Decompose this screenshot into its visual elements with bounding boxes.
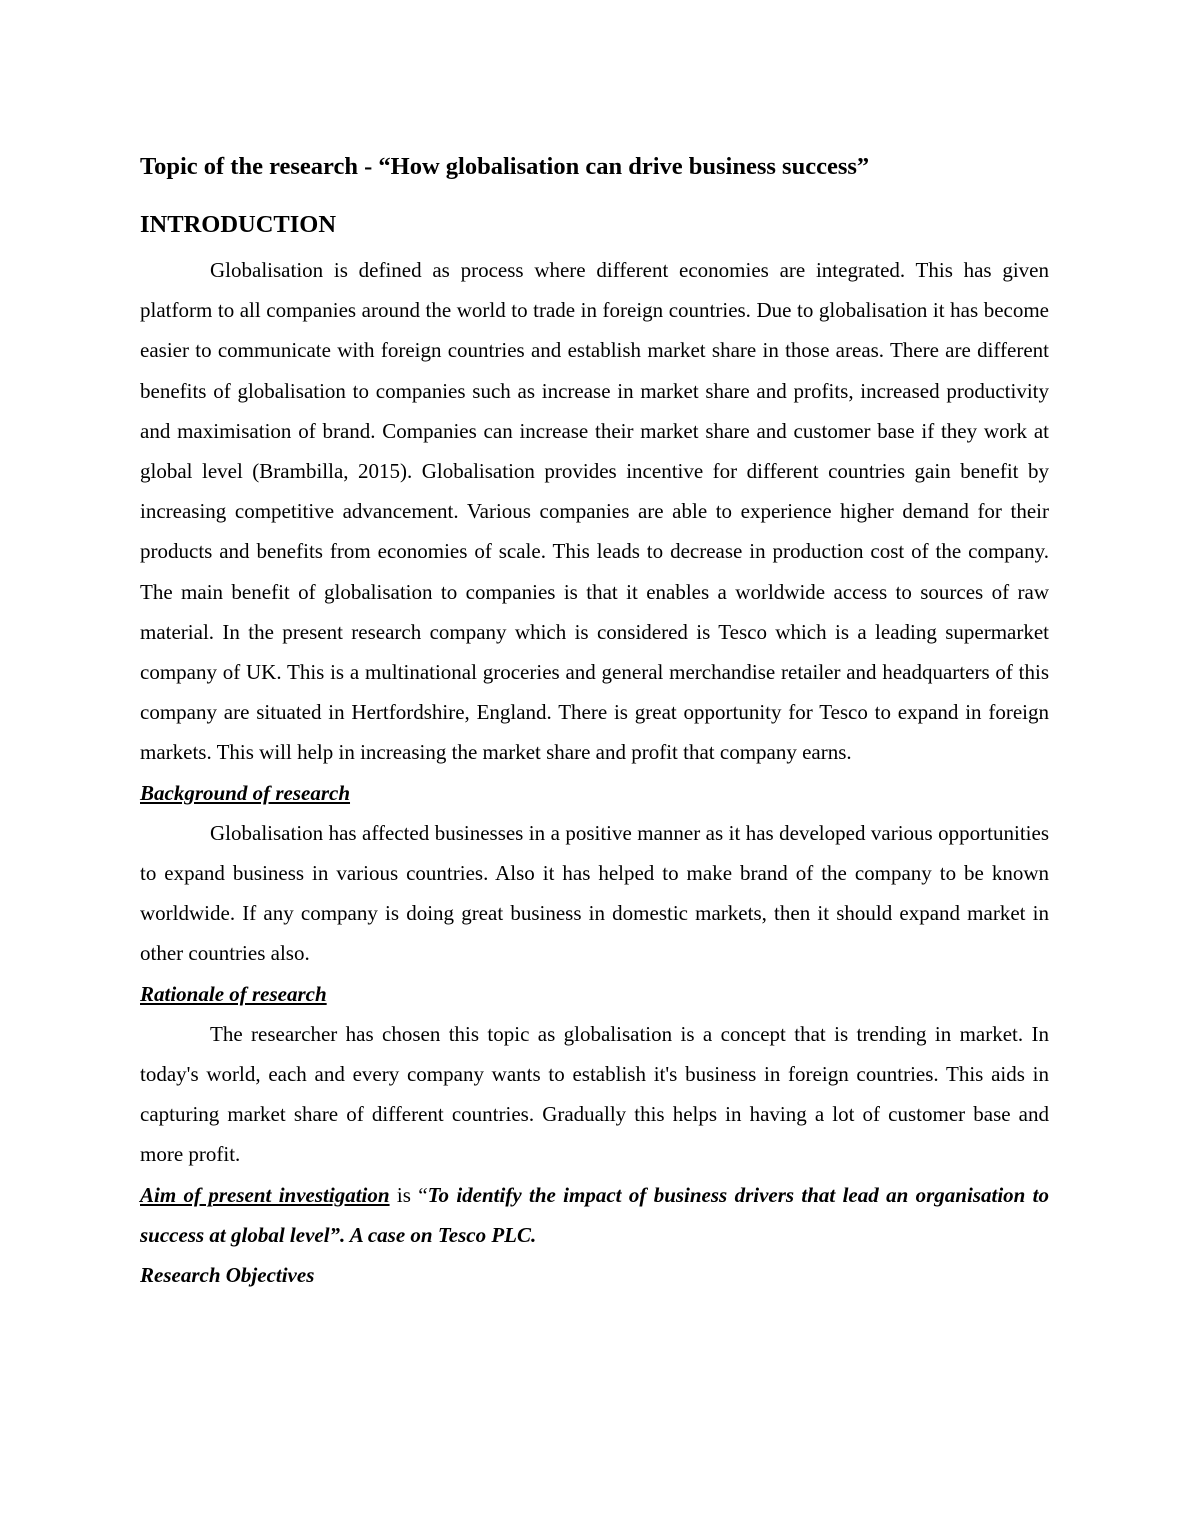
document-page [140, 150, 1049, 1295]
research-objectives-heading: Research Objectives [140, 1263, 315, 1288]
aim-text: To identify the impact of business drivers that lead an organisation to success at global level”. A case on Tesco PLC. [140, 1182, 1050, 1247]
rationale-heading: Rationale of research [140, 981, 327, 1006]
introduction-paragraph: Globalisation is defined as process where different economies are integrated. This has given platform to all companies around the world to trade in foreign countries. Due to globalisation it has become easier to communicate with foreign countries and establish market share in those areas. There are different benefits of globalisation to companies such as increase in market share and profits, increased productivity and maximisation of brand. Companies can increase their market share and customer base if they work at global level (Brambilla, 2015). Globalisation provides incentive for different countries gain benefit by increasing competitive advancement. Various companies are able to experience higher demand for their products and benefits from economies of scale. This leads to decrease in production cost of the company. The main benefit of globalisation to companies is that it enables a worldwide access to sources of raw material. In the present research company which is considered is Tesco which is a leading supermarket company of UK. This is a multinational groceries and general merchandise retailer and headquarters of this company are situated in Hertfordshire, England. There is great opportunity for Tesco to expand in foreign markets. This will help in increasing the market share and profit that company earns. [140, 258, 1049, 765]
aim-label: Aim of present investigation [140, 1182, 390, 1207]
background-heading: Background of research [140, 780, 351, 805]
rationale-paragraph: The researcher has chosen this topic as globalisation is a concept that is trending in market. In today's world, each and every company wants to establish it's business in foreign countries. This aids in capturing market share of different countries. Gradually this helps in having a lot of customer base and more profit. [140, 1021, 1049, 1167]
aim-connector: is “ [389, 1182, 428, 1207]
research-topic-title: Topic of the research - “How globalisation can drive business success” [140, 153, 870, 180]
background-paragraph: Globalisation has affected businesses in a positive manner as it has developed various opportunities to expand business in various countries. Also it has helped to make brand of the company to be known worldwide. If any company is doing great business in domestic markets, then it should expand market in other countries also. [140, 820, 1049, 966]
introduction-heading: INTRODUCTION [140, 211, 337, 238]
aim-statement [140, 1175, 1049, 1255]
